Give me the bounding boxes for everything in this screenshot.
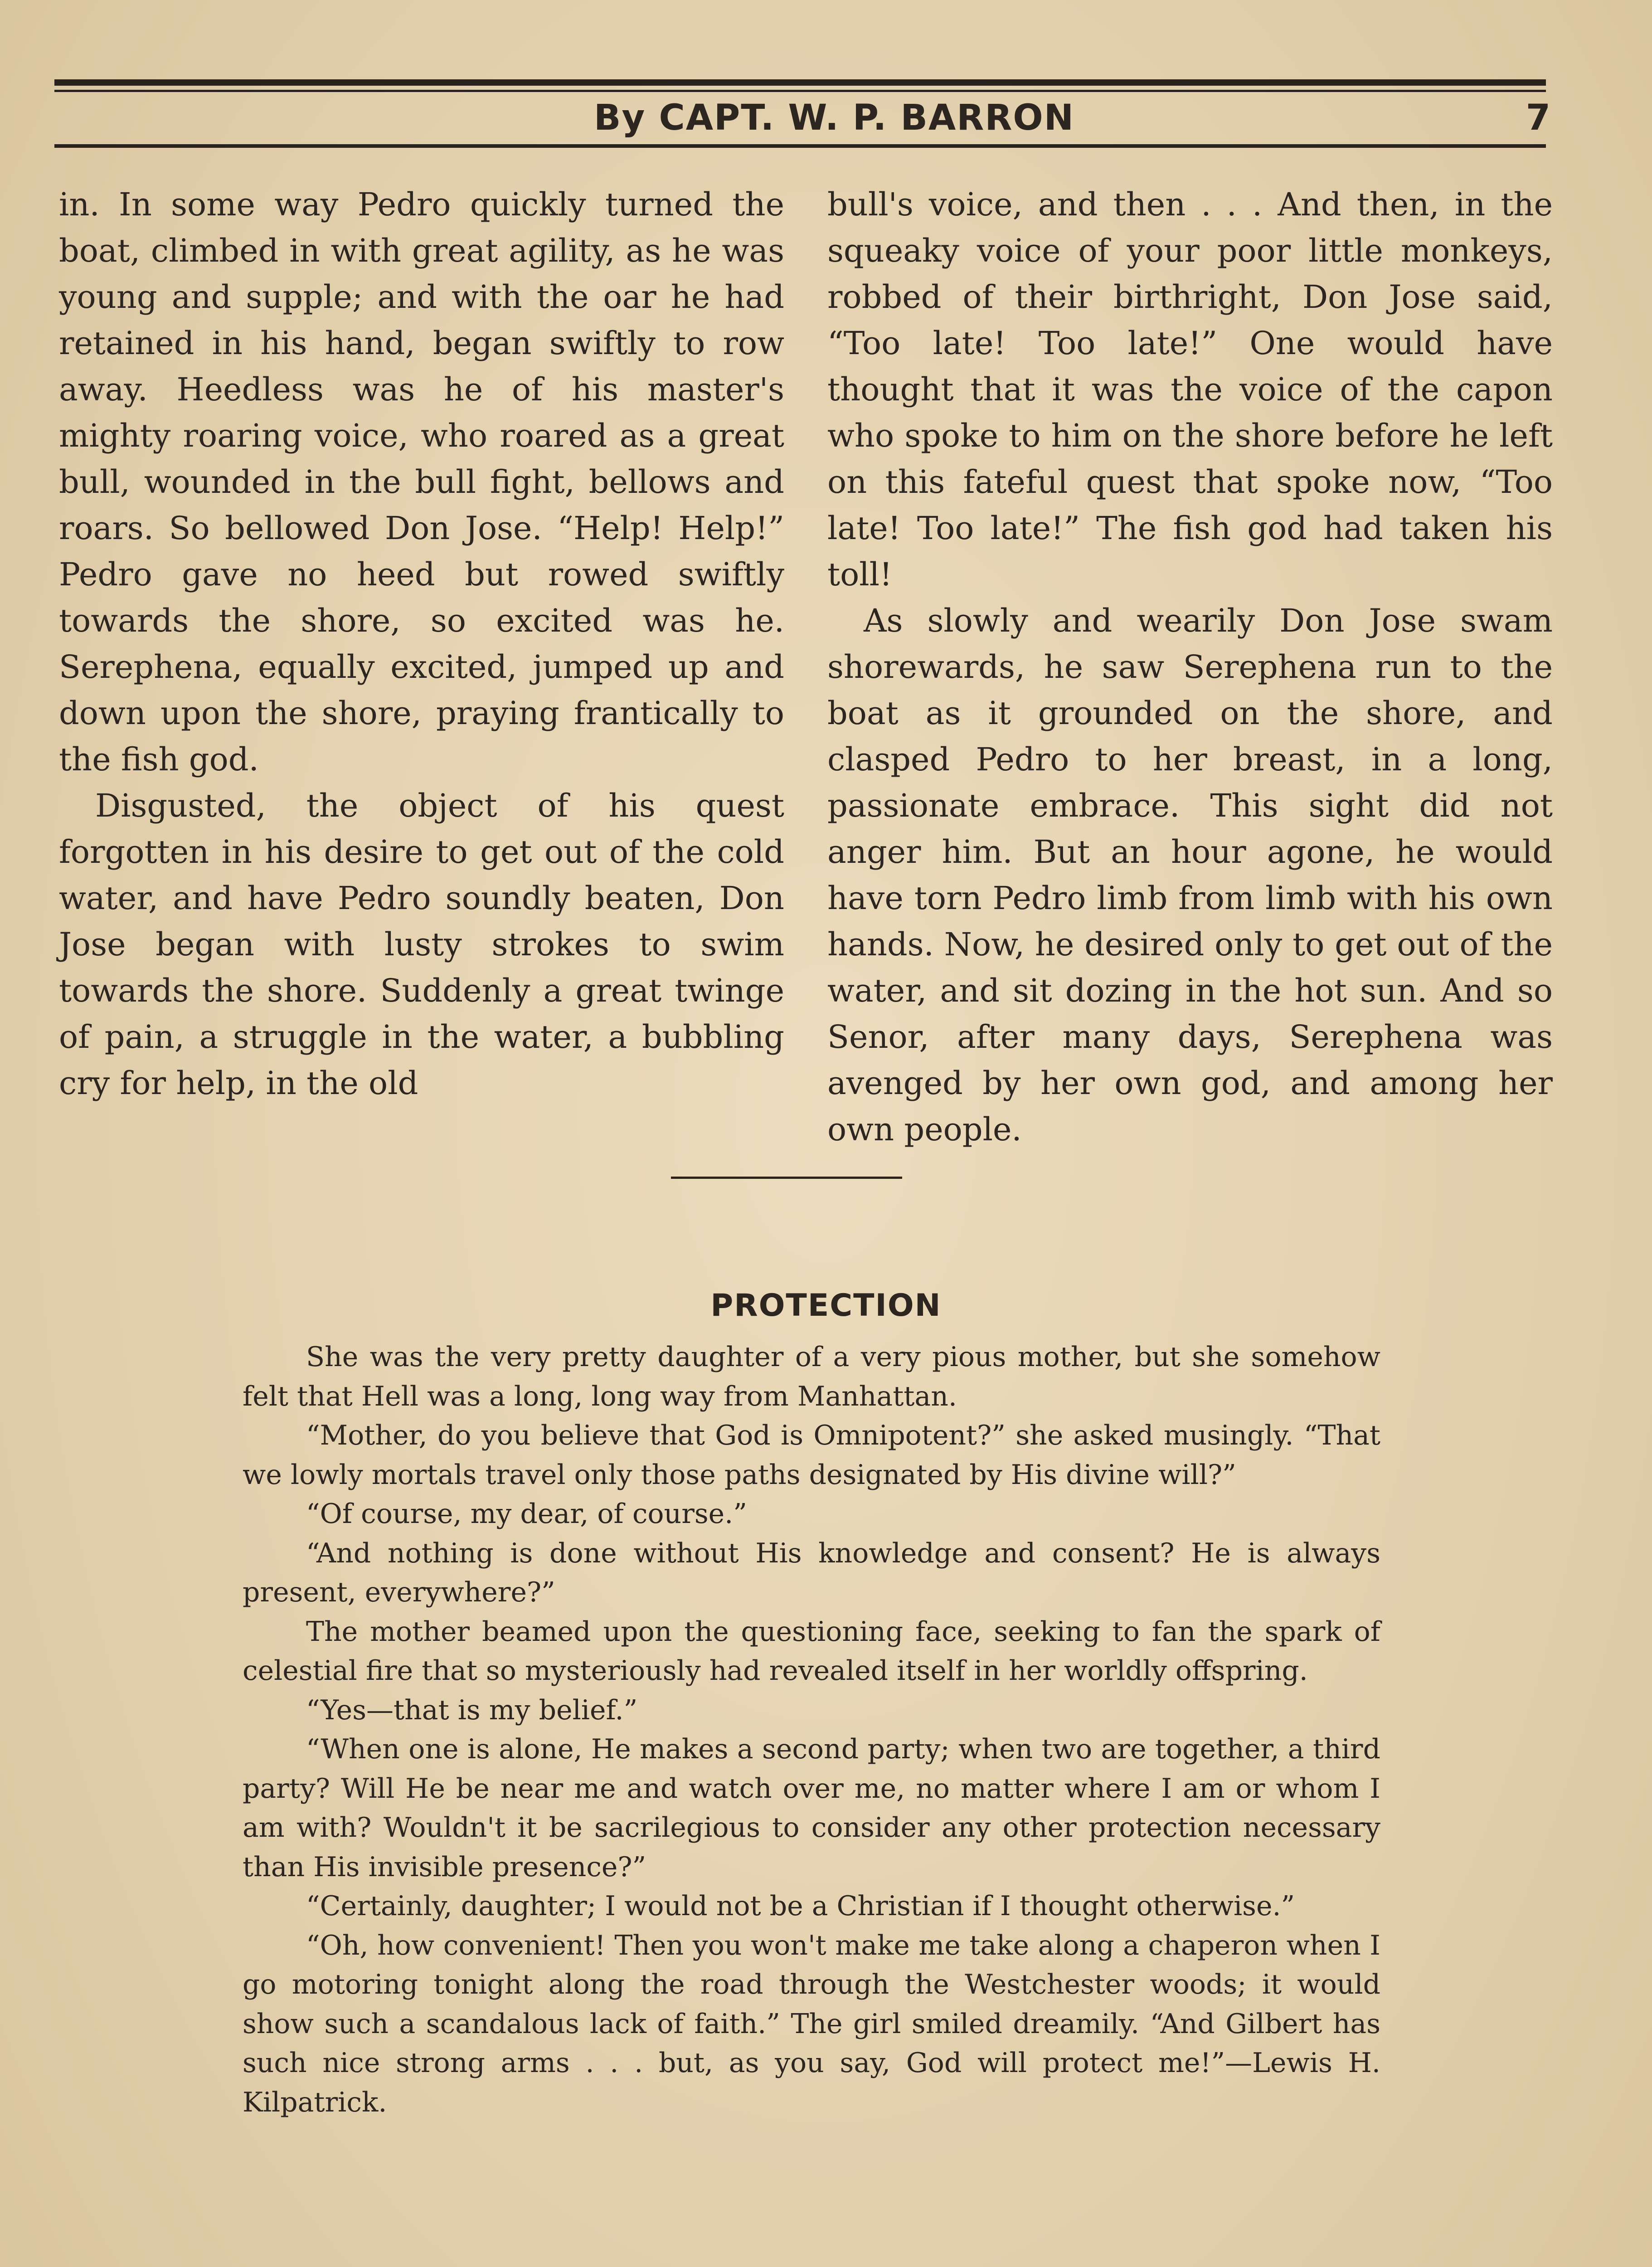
- author-byline: By CAPT. W. P. BARRON: [594, 97, 1074, 138]
- right-paragraph: As slowly and wearily Don Jose swam shorewards, he saw Serephena run to the boat as it grounded on the shore, and clasped Pedro to her breast, in a long, passionate embrace. This sight did not anger him. But an hour agone, he would have torn Pedro limb from limb with his own hands. Now, he desired only to get out of the water, and sit dozing in the hot sun. And so Senor, after many days, Serephena was avenged by her own god, and among her own people.: [827, 602, 1553, 1148]
- header-rule-top: [54, 79, 1546, 86]
- right-column: [827, 181, 1553, 1153]
- left-paragraph: Disgusted, the object of his quest forgotten in his desire to get out of the cold water, and have Pedro soundly beaten, Don Jose began with lusty strokes to swim towards the shore. Suddenly a great twinge of pain, a struggle in the water, a bubbling cry for help, in the old: [59, 787, 784, 1102]
- story-paragraph: “Yes—that is my belief.”: [306, 1694, 638, 1726]
- story-paragraph: The mother beamed upon the questioning face, seeking to fan the spark of celestial fire that so mysteriously had revealed itself in her worldly offspring.: [243, 1615, 1380, 1687]
- right-paragraph: bull's voice, and then . . . And then, in the squeaky voice of your poor little monkeys, robbed of their birthright, Don Jose said, “Too late! Too late!” One would have thought that it was the voice of the capon who spoke to him on the shore before he left on this fateful quest that spoke now, “Too late! Too late!” The fish god had taken his toll!: [827, 186, 1553, 593]
- left-column: [59, 181, 784, 1106]
- story-paragraph: “Certainly, daughter; I would not be a Christian if I thought otherwise.”: [306, 1890, 1295, 1922]
- left-paragraph: in. In some way Pedro quickly turned the boat, climbed in with great agility, as he was young and supple; and with the oar he had retained in his hand, began swiftly to row away. Heedless was he of his master's mighty roaring voice, who roared as a great bull, wounded in the bull fight, bellows and roars. So bellowed Don Jose. “Help! Help!” Pedro gave no heed but rowed swiftly towards the shore, so excited was he. Serephena, equally excited, jumped up and down upon the shore, praying frantically to the fish god.: [59, 186, 784, 778]
- protection-title: PROTECTION: [710, 1288, 942, 1323]
- header-rule-bottom: [54, 144, 1546, 148]
- story-paragraph: “When one is alone, He makes a second party; when two are together, a third party? Will He be near me and watch over me, no matter where I am or whom I am with? Wouldn't it be sacrilegious to consider any other protection necessary than His invisible presence?”: [243, 1733, 1380, 1883]
- protection-story: [243, 1338, 1380, 2122]
- page-number: 7: [1526, 97, 1550, 138]
- story-paragraph: “Of course, my dear, of course.”: [306, 1498, 747, 1530]
- story-paragraph: “Oh, how convenient! Then you won't make me take along a chaperon when I go motoring tonight along the road through the Westchester woods; it would show such a scandalous lack of faith.” The girl smiled dreamily. “And Gilbert has such nice strong arms . . . but, as you say, God will protect me!”—Lewis H. Kilpatrick.: [243, 1929, 1380, 2118]
- story-paragraph: “And nothing is done without His knowledge and consent? He is always present, everywhere?”: [243, 1537, 1380, 1608]
- story-paragraph: She was the very pretty daughter of a very pious mother, but she somehow felt that Hell was a long, long way from Manhattan.: [243, 1341, 1380, 1412]
- story-paragraph: “Mother, do you believe that God is Omnipotent?” she asked musingly. “That we lowly mortals travel only those paths designated by His divine will?”: [243, 1420, 1380, 1491]
- section-divider: [671, 1177, 902, 1179]
